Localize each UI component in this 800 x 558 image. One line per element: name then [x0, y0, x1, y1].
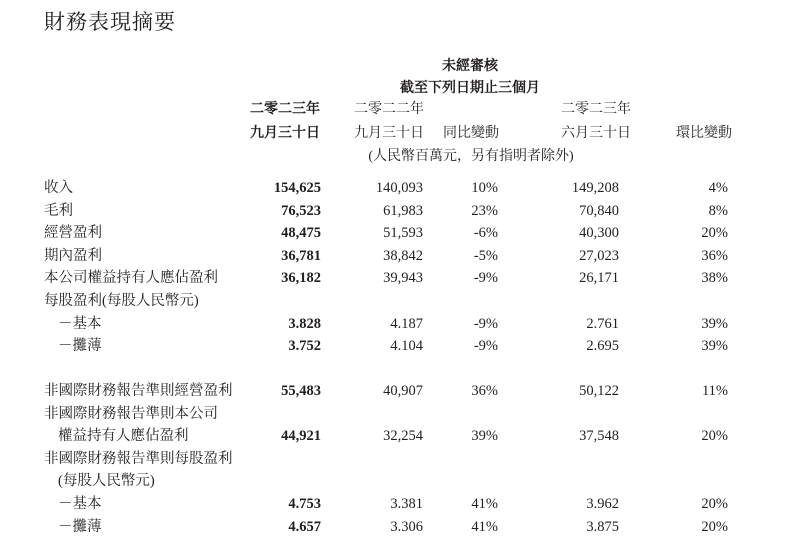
row-label: (每股人民幣元)	[58, 473, 155, 490]
cell-col3: -6%	[473, 225, 498, 242]
row-label: 收入	[44, 180, 73, 196]
cell-col5: 20%	[701, 428, 728, 445]
row-label: 非國際財務報告準則本公司	[44, 405, 218, 422]
cell-col1: 76,523	[281, 202, 321, 219]
cell-col3: 23%	[471, 202, 498, 219]
cell-col5: 4%	[708, 180, 728, 196]
cell-col5: 11%	[701, 383, 728, 399]
row-label: 期內盈利	[44, 247, 102, 264]
cell-col4: 40,300	[579, 225, 619, 242]
cell-col1: 3.828	[288, 315, 321, 332]
cell-col2: 61,983	[383, 202, 423, 219]
row-label: 權益持有人應佔盈利	[58, 428, 189, 445]
col2-year: 二零二二年	[354, 102, 424, 117]
row-label: 非國際財務報告準則經營盈利	[44, 383, 233, 399]
cell-col4: 37,548	[579, 428, 619, 445]
col3-header: 同比變動	[443, 126, 499, 141]
table-row	[0, 425, 800, 447]
col2-date: 九月三十日	[354, 126, 424, 141]
cell-col3: -9%	[473, 315, 498, 332]
cell-col4: 3.875	[586, 518, 619, 535]
cell-col5: 20%	[701, 225, 728, 242]
table-row	[0, 245, 800, 267]
cell-col4: 70,840	[579, 202, 619, 219]
table-row	[0, 448, 800, 470]
cell-col5: 8%	[708, 202, 728, 219]
page-title: 財務表現摘要	[44, 10, 176, 34]
cell-col5: 38%	[701, 270, 728, 287]
cell-col3: 41%	[471, 496, 498, 512]
row-label: －攤薄	[58, 518, 102, 535]
cell-col5: 39%	[701, 315, 728, 332]
cell-col5: 39%	[701, 338, 728, 355]
row-label: －基本	[58, 496, 102, 512]
cell-col3: 10%	[471, 180, 498, 196]
cell-col4: 27,023	[579, 247, 619, 264]
table-row	[0, 493, 800, 515]
cell-col4: 2.695	[586, 338, 619, 355]
table-row	[0, 200, 800, 222]
cell-col1: 3.752	[288, 338, 321, 355]
cell-col1: 154,625	[273, 180, 321, 196]
table-row	[0, 403, 800, 425]
cell-col3: -9%	[473, 338, 498, 355]
cell-col2: 4.187	[390, 315, 423, 332]
cell-col2: 40,907	[383, 383, 423, 399]
col1-year: 二零二三年	[250, 102, 320, 117]
table-row	[0, 516, 800, 538]
cell-col3: -9%	[473, 270, 498, 287]
cell-col5: 20%	[701, 496, 728, 512]
row-label: 本公司權益持有人應佔盈利	[44, 270, 218, 287]
table-row	[0, 470, 800, 492]
row-label: 毛利	[44, 202, 73, 219]
table-row	[0, 222, 800, 244]
cell-col1: 48,475	[281, 225, 321, 242]
row-label: 經營盈利	[44, 225, 102, 242]
cell-col2: 3.306	[390, 518, 423, 535]
cell-col1: 44,921	[281, 428, 321, 445]
cell-col1: 55,483	[281, 383, 321, 399]
period-label: 截至下列日期止三個月	[400, 81, 540, 96]
cell-col2: 51,593	[383, 225, 423, 242]
cell-col5: 20%	[701, 518, 728, 535]
col1-date: 九月三十日	[250, 126, 320, 141]
table-row	[0, 290, 800, 312]
audit-label: 未經審核	[442, 59, 498, 74]
cell-col1: 4.753	[288, 496, 321, 512]
cell-col2: 4.104	[390, 338, 423, 355]
cell-col4: 2.761	[586, 315, 619, 332]
table-row	[0, 313, 800, 335]
unit-note: (人民幣百萬元，另有指明者除外)	[368, 149, 574, 164]
cell-col2: 140,093	[375, 180, 423, 196]
cell-col2: 39,943	[383, 270, 423, 287]
row-label: －基本	[58, 315, 102, 332]
row-label: 非國際財務報告準則每股盈利	[44, 450, 233, 467]
cell-col4: 3.962	[586, 496, 619, 512]
col4-year: 二零二三年	[561, 102, 631, 117]
row-label: 每股盈利(每股人民幣元)	[44, 293, 199, 309]
table-row	[0, 267, 800, 289]
cell-col5: 36%	[701, 247, 728, 264]
cell-col3: 39%	[471, 428, 498, 445]
cell-col1: 36,781	[281, 247, 321, 264]
cell-col3: 41%	[471, 518, 498, 535]
cell-col4: 50,122	[579, 383, 619, 399]
col5-header: 環比變動	[676, 126, 732, 141]
table-row	[0, 177, 800, 199]
cell-col2: 3.381	[390, 496, 423, 512]
cell-col4: 26,171	[579, 270, 619, 287]
cell-col3: -5%	[473, 247, 498, 264]
col4-date: 六月三十日	[561, 126, 631, 141]
table-row	[0, 335, 800, 357]
cell-col3: 36%	[471, 383, 498, 399]
cell-col4: 149,208	[571, 180, 619, 196]
cell-col2: 32,254	[383, 428, 423, 445]
cell-col1: 36,182	[281, 270, 321, 287]
table-row	[0, 380, 800, 402]
cell-col2: 38,842	[383, 247, 423, 264]
cell-col1: 4.657	[288, 518, 321, 535]
row-label: －攤薄	[58, 338, 102, 355]
